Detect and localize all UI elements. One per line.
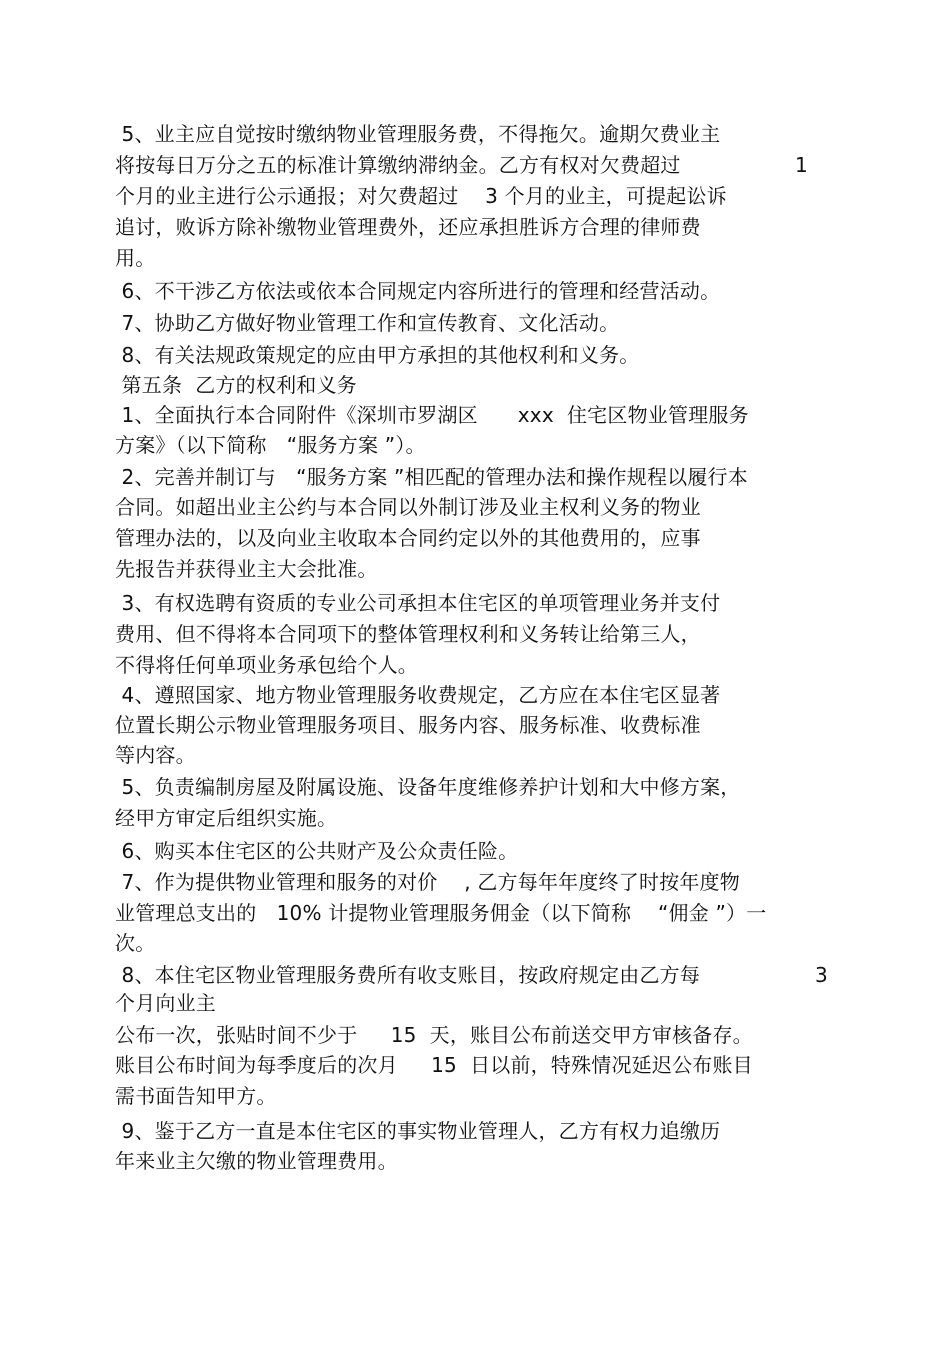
- text-line: 6、购买本住宅区的公共财产及公众责任险。: [115, 839, 519, 863]
- text-line: 5、负责编制房屋及附属设施、设备年度维修养护计划和大中修方案，: [115, 775, 741, 799]
- text-line: 4、遵照国家、地方物业管理服务收费规定，乙方应在本住宅区显著: [115, 683, 721, 707]
- text-line: 方案》（以下简称 “服务方案 ”）。: [115, 433, 426, 457]
- text-line: 位置长期公示物业管理服务项目、服务内容、服务标准、收费标准: [115, 713, 701, 737]
- text-line: 追讨，败诉方除补缴物业管理费外，还应承担胜诉方合理的律师费: [115, 215, 701, 239]
- text-line: 业管理总支出的 10% 计提物业管理服务佣金（以下简称 “佣金 ”）一: [115, 901, 767, 925]
- text-line: 7、作为提供物业管理和服务的对价 , 乙方每年年度终了时按年度物: [115, 870, 740, 894]
- text-line: 3、有权选聘有资质的专业公司承担本住宅区的单项管理业务并支付: [115, 591, 721, 615]
- text-line: 费用、但不得将本合同项下的整体管理权利和义务转让给第三人，: [115, 622, 701, 646]
- section-heading: 第五条 乙方的权利和义务: [115, 373, 357, 397]
- text-line: 1、全面执行本合同附件《深圳市罗湖区 xxx 住宅区物业管理服务: [115, 403, 749, 427]
- text-line: 个月向业主: [115, 991, 216, 1015]
- text-line: 经甲方审定后组织实施。: [115, 806, 338, 830]
- text-line: 不得将任何单项业务承包给个人。: [115, 653, 418, 677]
- text-line: 账目公布时间为每季度后的次月 15 日以前，特殊情况延迟公布账目: [115, 1053, 753, 1077]
- text-line: 管理办法的，以及向业主收取本合同约定以外的其他费用的，应事: [115, 526, 701, 550]
- text-line: 公布一次，张贴时间不少于 15 天，账目公布前送交甲方审核备存。: [115, 1023, 753, 1047]
- text-line-tail: 1: [795, 153, 808, 177]
- text-line: 合同。如超出业主公约与本合同以外制订涉及业主权利义务的物业: [115, 495, 701, 519]
- text-line: 7、协助乙方做好物业管理工作和宣传教育、文化活动。: [115, 311, 620, 335]
- text-line: 先报告并获得业主大会批准。: [115, 557, 378, 581]
- text-line: 用。: [115, 246, 156, 270]
- text-line: 等内容。: [115, 743, 196, 767]
- text-line: 5、业主应自觉按时缴纳物业管理服务费，不得拖欠。逾期欠费业主: [115, 122, 721, 146]
- text-line: 6、不干涉乙方依法或依本合同规定内容所进行的管理和经营活动。: [115, 279, 721, 303]
- text-line: 年来业主欠缴的物业管理费用。: [115, 1149, 398, 1173]
- text-line-tail: 3: [815, 963, 828, 987]
- text-line: 个月的业主进行公示通报；对欠费超过 3 个月的业主，可提起讼诉: [115, 184, 727, 208]
- text-line: 8、本住宅区物业管理服务费所有收支账目，按政府规定由乙方每: [115, 963, 701, 987]
- text-line: 9、鉴于乙方一直是本住宅区的事实物业管理人，乙方有权力追缴历: [115, 1119, 721, 1143]
- text-line: 次。: [115, 931, 156, 955]
- text-line: 需书面告知甲方。: [115, 1084, 277, 1108]
- text-line: 将按每日万分之五的标准计算缴纳滞纳金。乙方有权对欠费超过: [115, 153, 681, 177]
- text-line: 2、完善并制订与 “服务方案 ”相匹配的管理办法和操作规程以履行本: [115, 465, 748, 489]
- text-line: 8、有关法规政策规定的应由甲方承担的其他权利和义务。: [115, 343, 640, 367]
